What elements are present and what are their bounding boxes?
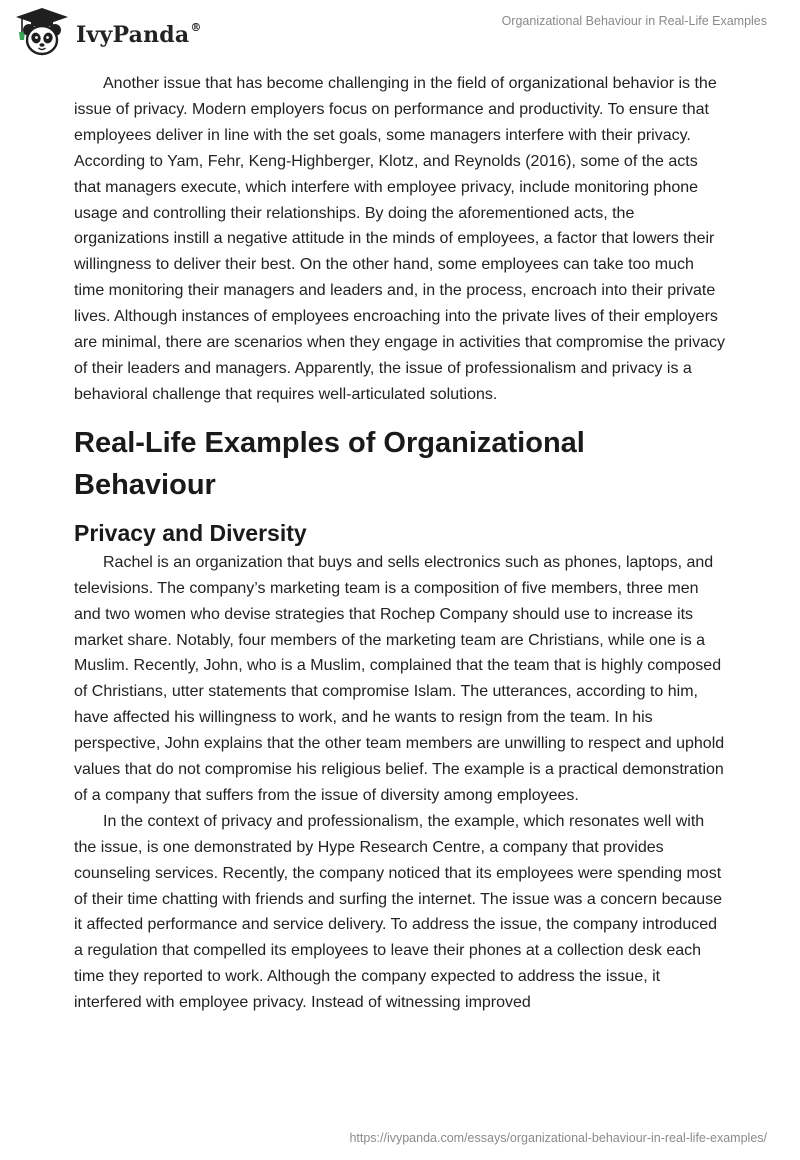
subsection-heading: Privacy and Diversity <box>74 519 307 546</box>
page-header <box>0 0 800 64</box>
ivypanda-logo[interactable] <box>14 6 202 58</box>
essay-body <box>74 71 728 1016</box>
panda-graduate-icon <box>14 6 70 58</box>
source-url[interactable]: https://ivypanda.com/essays/organizational-behaviour-in-real-life-examples/ <box>349 1131 767 1145</box>
document-title: Organizational Behaviour in Real-Life Examples <box>501 14 767 28</box>
privacy-paragraph: In the context of privacy and professionalism, the example, which resonates well with the issue, is one demonstrated by Hype Research Centre, a company that provides counseling services. Recently, the company noticed that its employees were spending most of their time chatting with friends and surfing the internet. The issue was a concern because it affected performance and service delivery. To address the issue, the company introduced a regulation that compelled its employees to leave their phones at a collection desk each time they reported to work. Although the company expected to address the issue, it interfered with employee privacy. Instead of witnessing improved <box>74 812 723 1012</box>
section-heading: Real-Life Examples of Organizational Behaviour <box>74 426 585 501</box>
intro-paragraph: Another issue that has become challenging in the field of organizational behavior is the issue of privacy. Modern employers focus on performance and productivity. To ensure that employees deliver in line with the set goals, some managers interfere with their privacy. According to Yam, Fehr, Keng-Highberger, Klotz, and Reynolds (2016), some of the acts that managers execute, which interfere with employee privacy, include monitoring phone usage and controlling their relationships. By doing the aforementioned acts, the organizations instill a negative attitude in the minds of employees, a factor that lowers their willingness to deliver their best. On the other hand, some employees can take too much time monitoring their managers and leaders and, in the process, encroach into their private lives. Although instances of employees encroaching into the private lives of their employers are minimal, there are scenarios when they engage in activities that compromise the privacy of their leaders and managers. Apparently, the issue of professionalism and privacy is a behavioral challenge that requires well-articulated solutions. <box>74 75 725 403</box>
diversity-paragraph: Rachel is an organization that buys and sells electronics such as phones, laptops, and televisions. The company’s marketing team is a composition of five members, three men and two women who devise strategies that Rochep Company should use to increase its market share. Notably, four members of the marketing team are Christians, while one is a Muslim. Recently, John, who is a Muslim, complained that the team that is highly composed of Christians, utter statements that compromise Islam. The utterances, according to him, have affected his willingness to work, and he wants to resign from the team. In his perspective, John explains that the other team members are unwilling to respect and uphold values that do not compromise his religious belief. The example is a practical demonstration of a company that suffers from the issue of diversity among employees. <box>74 553 725 804</box>
registered-mark: ® <box>190 20 202 34</box>
brand-name: IvyPanda® <box>76 20 202 48</box>
